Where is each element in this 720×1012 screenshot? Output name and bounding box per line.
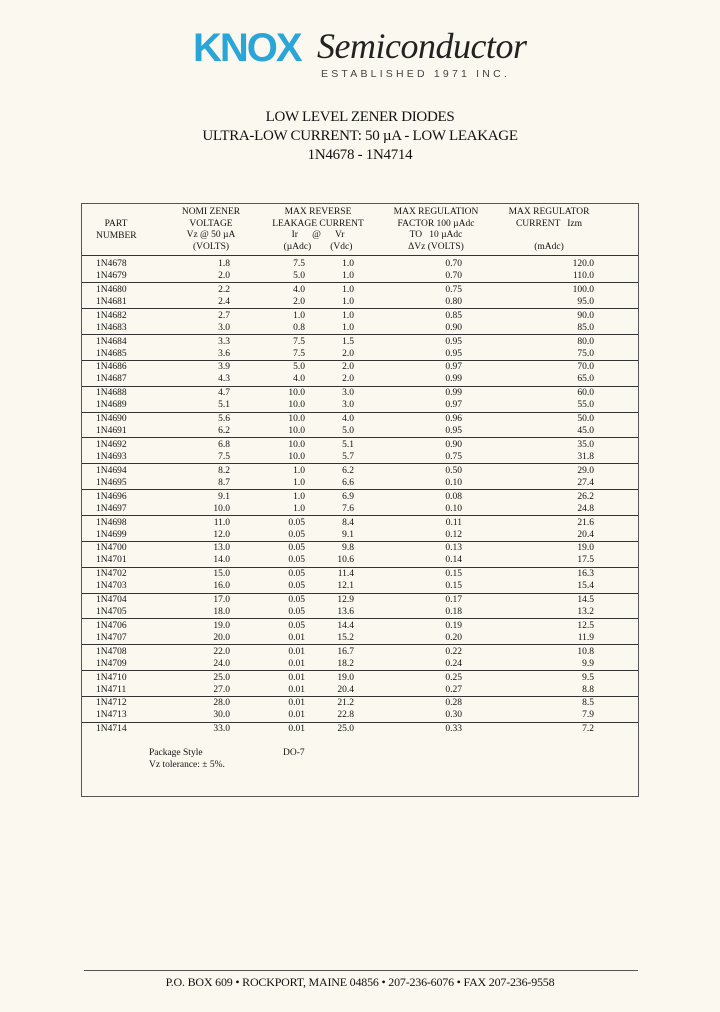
regulation-factor: 0.85 — [445, 310, 462, 321]
leakage-vr: 8.4 — [342, 517, 354, 528]
zener-voltage: 2.2 — [218, 284, 230, 295]
regulation-factor: 0.97 — [445, 400, 462, 411]
leakage-ir: 0.05 — [288, 581, 305, 592]
leakage-vr: 1.0 — [342, 271, 354, 281]
regulation-factor: 0.13 — [445, 543, 462, 554]
regulator-current: 45.0 — [577, 426, 594, 437]
part-number: 1N4684 — [96, 336, 127, 347]
part-number: 1N4696 — [96, 491, 127, 502]
leakage-ir: 0.01 — [288, 684, 305, 695]
table-row — [82, 322, 638, 334]
regulation-factor: 0.75 — [445, 284, 462, 295]
regulation-factor: 0.17 — [445, 595, 462, 606]
table-row — [82, 594, 638, 606]
leakage-vr: 1.0 — [342, 310, 354, 321]
zener-voltage: 9.1 — [218, 491, 230, 502]
regulation-factor: 0.95 — [445, 336, 462, 347]
regulation-factor: 0.30 — [445, 710, 462, 721]
leakage-ir: 0.05 — [288, 529, 305, 540]
regulation-factor: 0.11 — [445, 517, 462, 528]
regulation-factor: 0.24 — [445, 658, 462, 669]
table-row — [82, 620, 638, 632]
regulator-current: 100.0 — [572, 284, 594, 295]
table-row — [82, 399, 638, 411]
regulator-current: 80.0 — [577, 336, 594, 347]
table-row — [82, 697, 638, 709]
part-number: 1N4712 — [96, 698, 127, 709]
table-row — [82, 503, 638, 515]
regulation-factor: 0.28 — [445, 698, 462, 709]
part-number: 1N4708 — [96, 646, 127, 657]
part-number: 1N4704 — [96, 595, 127, 606]
leakage-vr: 9.1 — [342, 529, 354, 540]
table-row — [82, 336, 638, 348]
leakage-vr: 16.7 — [337, 646, 354, 657]
regulation-factor: 0.14 — [445, 555, 462, 566]
part-number: 1N4703 — [96, 581, 127, 592]
logo-name: Semiconductor — [317, 26, 527, 66]
leakage-ir: 0.05 — [288, 517, 305, 528]
regulator-current: 9.5 — [582, 672, 594, 683]
part-number: 1N4706 — [96, 620, 127, 631]
leakage-vr: 10.6 — [337, 555, 354, 566]
leakage-ir: 1.0 — [293, 503, 305, 514]
package-style-value: DO-7 — [283, 748, 305, 758]
regulation-factor: 0.18 — [445, 607, 462, 618]
leakage-ir: 1.0 — [293, 465, 305, 476]
header-leakage: MAX REVERSE LEAKAGE CURRENT Ir @ Vr (µAdc) (Vdc) — [272, 207, 364, 252]
zener-voltage: 2.4 — [218, 296, 230, 307]
zener-voltage: 14.0 — [213, 555, 230, 566]
regulation-factor: 0.96 — [445, 414, 462, 425]
table-row — [82, 284, 638, 296]
regulator-current: 17.5 — [577, 555, 594, 566]
regulation-factor: 0.10 — [445, 503, 462, 514]
regulation-factor: 0.90 — [445, 322, 462, 333]
header-part: PART NUMBER — [96, 219, 137, 241]
regulator-current: 13.2 — [577, 607, 594, 618]
table-row — [82, 658, 638, 670]
tolerance-note: Vz tolerance: ± 5%. — [149, 760, 225, 770]
zener-voltage: 2.7 — [218, 310, 230, 321]
regulation-factor: 0.15 — [445, 581, 462, 592]
part-number: 1N4697 — [96, 503, 127, 514]
part-number: 1N4681 — [96, 296, 127, 307]
leakage-ir: 0.01 — [288, 658, 305, 669]
regulation-factor: 0.90 — [445, 439, 462, 450]
footer-address: P.O. BOX 609 • ROCKPORT, MAINE 04856 • 207-236-6076 • FAX 207-236-9558 — [165, 975, 555, 989]
zener-voltage: 8.2 — [218, 465, 230, 476]
part-number: 1N4711 — [96, 684, 127, 695]
table-row — [82, 451, 638, 463]
table-row — [82, 606, 638, 618]
zener-voltage: 11.0 — [213, 517, 230, 528]
regulation-factor: 0.70 — [445, 259, 462, 269]
table-row — [82, 542, 638, 554]
regulator-current: 8.8 — [582, 684, 594, 695]
regulator-current: 120.0 — [572, 259, 594, 269]
regulation-factor: 0.27 — [445, 684, 462, 695]
part-number: 1N4683 — [96, 322, 127, 333]
regulation-factor: 0.10 — [445, 477, 462, 488]
leakage-vr: 11.4 — [337, 569, 354, 580]
table-row — [82, 270, 638, 282]
logo-brand: KNOX — [193, 26, 301, 70]
regulator-current: 10.8 — [577, 646, 594, 657]
leakage-vr: 18.2 — [337, 658, 354, 669]
table-row — [82, 477, 638, 489]
regulator-current: 95.0 — [577, 296, 594, 307]
regulator-current: 55.0 — [577, 400, 594, 411]
leakage-ir: 1.0 — [293, 310, 305, 321]
leakage-vr: 4.0 — [342, 414, 354, 425]
leakage-vr: 1.5 — [342, 336, 354, 347]
title-line-2: ULTRA-LOW CURRENT: 50 µA - LOW LEAKAGE — [202, 128, 518, 144]
regulator-current: 21.6 — [577, 517, 594, 528]
regulator-current: 15.4 — [577, 581, 594, 592]
zener-voltage: 2.0 — [218, 271, 230, 281]
zener-voltage: 5.1 — [218, 400, 230, 411]
regulator-current: 19.0 — [577, 543, 594, 554]
zener-voltage: 3.9 — [218, 362, 230, 373]
leakage-ir: 10.0 — [288, 451, 305, 462]
regulation-factor: 0.33 — [445, 724, 462, 735]
table-row — [82, 723, 638, 735]
package-style-label: Package Style — [149, 748, 203, 758]
part-number: 1N4709 — [96, 658, 127, 669]
table-row — [82, 580, 638, 592]
part-number: 1N4694 — [96, 465, 127, 476]
zener-voltage: 10.0 — [213, 503, 230, 514]
leakage-ir: 0.01 — [288, 672, 305, 683]
regulator-current: 26.2 — [577, 491, 594, 502]
leakage-ir: 4.0 — [293, 284, 305, 295]
leakage-vr: 2.0 — [342, 362, 354, 373]
table-row — [82, 554, 638, 566]
leakage-vr: 1.0 — [342, 259, 354, 269]
regulator-current: 65.0 — [577, 374, 594, 385]
leakage-vr: 6.2 — [342, 465, 354, 476]
part-number: 1N4707 — [96, 632, 127, 643]
table-row — [82, 646, 638, 658]
leakage-ir: 7.5 — [293, 259, 305, 269]
leakage-vr: 3.0 — [342, 388, 354, 399]
leakage-ir: 0.05 — [288, 543, 305, 554]
document-title — [0, 108, 720, 165]
regulation-factor: 0.12 — [445, 529, 462, 540]
zener-voltage: 16.0 — [213, 581, 230, 592]
leakage-ir: 4.0 — [293, 374, 305, 385]
regulation-factor: 0.99 — [445, 388, 462, 399]
leakage-ir: 0.01 — [288, 724, 305, 735]
table-row — [82, 672, 638, 684]
table-row — [82, 517, 638, 529]
leakage-ir: 2.0 — [293, 296, 305, 307]
part-number: 1N4687 — [96, 374, 127, 385]
leakage-ir: 0.01 — [288, 710, 305, 721]
leakage-ir: 0.01 — [288, 646, 305, 657]
leakage-vr: 22.8 — [337, 710, 354, 721]
table-row — [82, 361, 638, 373]
table-row — [82, 568, 638, 580]
leakage-vr: 21.2 — [337, 698, 354, 709]
part-number: 1N4713 — [96, 710, 127, 721]
zener-voltage: 19.0 — [213, 620, 230, 631]
leakage-vr: 13.6 — [337, 607, 354, 618]
leakage-ir: 1.0 — [293, 477, 305, 488]
zener-voltage: 8.7 — [218, 477, 230, 488]
leakage-ir: 5.0 — [293, 362, 305, 373]
zener-voltage: 3.6 — [218, 348, 230, 359]
zener-voltage: 30.0 — [213, 710, 230, 721]
part-number: 1N4701 — [96, 555, 127, 566]
zener-voltage: 7.5 — [218, 451, 230, 462]
zener-voltage: 12.0 — [213, 529, 230, 540]
regulator-current: 29.0 — [577, 465, 594, 476]
part-number: 1N4679 — [96, 271, 127, 281]
leakage-vr: 5.7 — [342, 451, 354, 462]
part-number: 1N4690 — [96, 414, 127, 425]
leakage-vr: 20.4 — [337, 684, 354, 695]
zener-voltage: 15.0 — [213, 569, 230, 580]
leakage-vr: 7.6 — [342, 503, 354, 514]
leakage-ir: 10.0 — [288, 426, 305, 437]
regulator-current: 12.5 — [577, 620, 594, 631]
zener-voltage: 3.3 — [218, 336, 230, 347]
leakage-vr: 6.9 — [342, 491, 354, 502]
regulator-current: 70.0 — [577, 362, 594, 373]
leakage-vr: 2.0 — [342, 374, 354, 385]
header-regulation: MAX REGULATION FACTOR 100 µAdc TO 10 µAdc ΔVz (VOLTS) — [393, 207, 479, 252]
zener-voltage: 6.8 — [218, 439, 230, 450]
part-number: 1N4688 — [96, 388, 127, 399]
table-row — [82, 258, 638, 270]
regulator-current: 11.9 — [577, 632, 594, 643]
part-number: 1N4699 — [96, 529, 127, 540]
regulator-current: 110.0 — [572, 271, 594, 281]
leakage-vr: 12.9 — [337, 595, 354, 606]
leakage-ir: 0.05 — [288, 569, 305, 580]
leakage-vr: 14.4 — [337, 620, 354, 631]
leakage-vr: 2.0 — [342, 348, 354, 359]
regulator-current: 31.8 — [577, 451, 594, 462]
part-number: 1N4695 — [96, 477, 127, 488]
regulation-factor: 0.22 — [445, 646, 462, 657]
part-number: 1N4698 — [96, 517, 127, 528]
leakage-ir: 5.0 — [293, 271, 305, 281]
regulator-current: 27.4 — [577, 477, 594, 488]
regulator-current: 9.9 — [582, 658, 594, 669]
zener-voltage: 24.0 — [213, 658, 230, 669]
table-row — [82, 373, 638, 385]
regulator-current: 7.9 — [582, 710, 594, 721]
leakage-ir: 0.01 — [288, 698, 305, 709]
part-number: 1N4700 — [96, 543, 127, 554]
zener-voltage: 22.0 — [213, 646, 230, 657]
leakage-ir: 10.0 — [288, 414, 305, 425]
regulator-current: 20.4 — [577, 529, 594, 540]
regulator-current: 16.3 — [577, 569, 594, 580]
table-row — [82, 310, 638, 322]
regulation-factor: 0.70 — [445, 271, 462, 281]
header-vz: NOMI ZENER VOLTAGE Vz @ 50 µA (VOLTS) — [181, 207, 241, 252]
leakage-vr: 5.0 — [342, 426, 354, 437]
regulation-factor: 0.80 — [445, 296, 462, 307]
part-number: 1N4714 — [96, 724, 127, 735]
regulation-factor: 0.95 — [445, 426, 462, 437]
leakage-vr: 19.0 — [337, 672, 354, 683]
part-number: 1N4686 — [96, 362, 127, 373]
zener-voltage: 27.0 — [213, 684, 230, 695]
zener-voltage: 3.0 — [218, 322, 230, 333]
leakage-vr: 9.8 — [342, 543, 354, 554]
table-row — [82, 465, 638, 477]
leakage-vr: 25.0 — [337, 724, 354, 735]
leakage-ir: 10.0 — [288, 439, 305, 450]
header-divider — [82, 255, 638, 256]
part-number: 1N4692 — [96, 439, 127, 450]
regulator-current: 35.0 — [577, 439, 594, 450]
leakage-ir: 0.05 — [288, 595, 305, 606]
leakage-ir: 0.05 — [288, 555, 305, 566]
zener-voltage: 13.0 — [213, 543, 230, 554]
zener-voltage: 17.0 — [213, 595, 230, 606]
leakage-vr: 3.0 — [342, 400, 354, 411]
part-number: 1N4682 — [96, 310, 127, 321]
table-row — [82, 387, 638, 399]
zener-voltage: 6.2 — [218, 426, 230, 437]
regulation-factor: 0.75 — [445, 451, 462, 462]
leakage-vr: 1.0 — [342, 296, 354, 307]
regulator-current: 14.5 — [577, 595, 594, 606]
regulation-factor: 0.97 — [445, 362, 462, 373]
title-line-1: LOW LEVEL ZENER DIODES — [265, 109, 455, 125]
regulator-current: 75.0 — [577, 348, 594, 359]
leakage-vr: 12.1 — [337, 581, 354, 592]
leakage-ir: 0.01 — [288, 632, 305, 643]
regulation-factor: 0.25 — [445, 672, 462, 683]
zener-voltage: 28.0 — [213, 698, 230, 709]
leakage-vr: 1.0 — [342, 284, 354, 295]
table-row — [82, 425, 638, 437]
regulator-current: 24.8 — [577, 503, 594, 514]
part-number: 1N4680 — [96, 284, 127, 295]
part-number: 1N4710 — [96, 672, 127, 683]
leakage-ir: 1.0 — [293, 491, 305, 502]
leakage-ir: 0.05 — [288, 607, 305, 618]
title-line-3: 1N4678 - 1N4714 — [307, 147, 413, 163]
regulator-current: 50.0 — [577, 414, 594, 425]
regulator-current: 7.2 — [582, 724, 594, 735]
zener-voltage: 20.0 — [213, 632, 230, 643]
zener-voltage: 1.8 — [218, 259, 230, 269]
regulation-factor: 0.50 — [445, 465, 462, 476]
zener-voltage: 25.0 — [213, 672, 230, 683]
part-number: 1N4685 — [96, 348, 127, 359]
table-row — [82, 439, 638, 451]
part-number: 1N4678 — [96, 259, 127, 269]
table-row — [82, 684, 638, 696]
leakage-ir: 10.0 — [288, 388, 305, 399]
table-row — [82, 348, 638, 360]
regulation-factor: 0.08 — [445, 491, 462, 502]
zener-voltage: 4.7 — [218, 388, 230, 399]
logo-established: ESTABLISHED 1971 INC. — [321, 68, 510, 80]
leakage-ir: 0.05 — [288, 620, 305, 631]
part-number: 1N4702 — [96, 569, 127, 580]
regulator-current: 85.0 — [577, 322, 594, 333]
company-logo — [193, 22, 533, 84]
leakage-ir: 10.0 — [288, 400, 305, 411]
leakage-ir: 0.8 — [293, 322, 305, 333]
regulation-factor: 0.20 — [445, 632, 462, 643]
regulation-factor: 0.95 — [445, 348, 462, 359]
regulation-factor: 0.99 — [445, 374, 462, 385]
leakage-vr: 15.2 — [337, 632, 354, 643]
footer-rule — [84, 970, 638, 971]
zener-voltage: 18.0 — [213, 607, 230, 618]
table-row — [82, 709, 638, 721]
zener-voltage: 5.6 — [218, 414, 230, 425]
leakage-vr: 5.1 — [342, 439, 354, 450]
table-row — [82, 296, 638, 308]
regulator-current: 90.0 — [577, 310, 594, 321]
leakage-ir: 7.5 — [293, 336, 305, 347]
leakage-vr: 1.0 — [342, 322, 354, 333]
leakage-vr: 6.6 — [342, 477, 354, 488]
table-row — [82, 529, 638, 541]
table-row — [82, 413, 638, 425]
part-number: 1N4691 — [96, 426, 127, 437]
zener-voltage: 4.3 — [218, 374, 230, 385]
table-row — [82, 632, 638, 644]
regulation-factor: 0.15 — [445, 569, 462, 580]
leakage-ir: 7.5 — [293, 348, 305, 359]
zener-voltage: 33.0 — [213, 724, 230, 735]
regulation-factor: 0.19 — [445, 620, 462, 631]
table-row — [82, 491, 638, 503]
part-number: 1N4689 — [96, 400, 127, 411]
part-number: 1N4693 — [96, 451, 127, 462]
part-number: 1N4705 — [96, 607, 127, 618]
regulator-current: 8.5 — [582, 698, 594, 709]
regulator-current: 60.0 — [577, 388, 594, 399]
header-izm: MAX REGULATOR CURRENT Izm (mAdc) — [508, 207, 590, 252]
